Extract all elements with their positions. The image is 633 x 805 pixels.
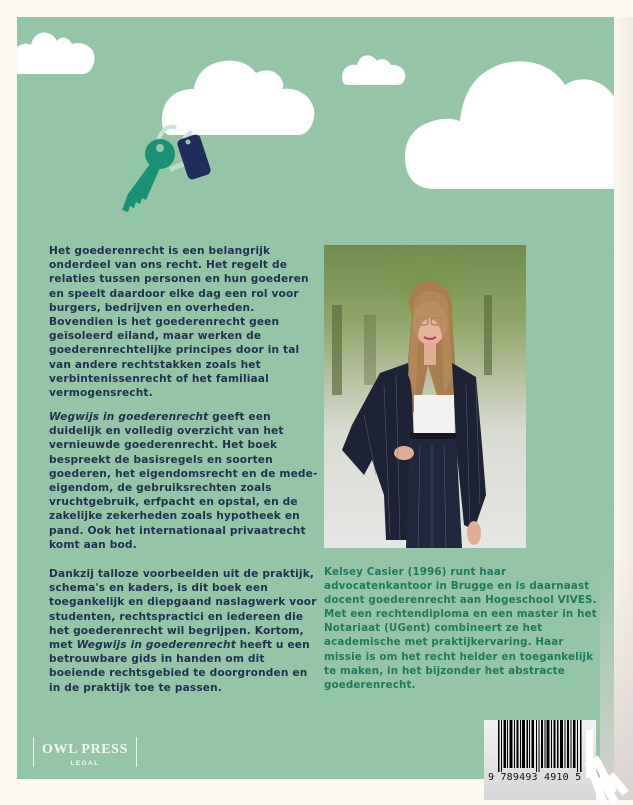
publisher-logo [33, 737, 137, 767]
blurb-paragraph-2 [49, 410, 319, 552]
author-photo [324, 245, 526, 548]
publisher-name: OWL PRESS [42, 742, 128, 757]
publisher-imprint: LEGAL [70, 760, 100, 767]
cloud-small-left-icon [17, 29, 95, 74]
author-bio: Kelsey Casier (1996) runt haar advocatenkantoor in Brugge en is daarnaast docent goederenrecht aan Hogeschool VIVES. Met een rechtendiploma en een master in het Notariaat (UGent) combineert ze het academische met praktijkervaring. Haar missie is om het recht helder en toegankelijk te maken, in het bijzonder het abstracte goederenrecht. [324, 566, 597, 691]
key-tag-icon [176, 133, 212, 180]
author-figure [324, 245, 526, 548]
blurb-paragraph-3 [49, 567, 319, 695]
book-title: Wegwijs in goederenrecht [49, 411, 209, 423]
blurb-paragraph-3-end: heeft u een betrouwbare gids in handen om dit boeiende rechtsgebied te doorgronden en in de praktijk toe te passen. [49, 639, 310, 694]
cloud-small-right-icon [341, 52, 407, 85]
page-corner-shadow [600, 560, 633, 800]
blurb-paragraph-1-text: Het goederenrecht is een belangrijk onderdeel van ons recht. Het regelt de relaties tussen personen en hun goederen en speelt daardoor elke dag een rol voor burgers, bedrijven en overheden. Bovendien is het goederenrecht geen geïsoleerd eiland, maar werken de goederenrechtelijke principes door in tal van andere rechtstakken zoals het verbintenissenrecht of het familiaal vermogensrecht. [49, 245, 309, 400]
barcode-bars-icon [498, 720, 582, 772]
blurb-paragraph-3-start: Dankzij talloze voorbeelden uit de praktijk, schema's en kaders, is dit boek een toegankelijk en diepgaand naslagwerk voor studenten, rechtspractici en iedereen die het goederenrecht wil begrijpen. Kortom, met [49, 568, 317, 652]
blurb-paragraph-2-text: geeft een duidelijk en volledig overzicht van het vernieuwde goederenrecht. Het boek bespreekt de basisregels en soorten goederen, het eigendomsrecht en de mede-eigendom, de gebruiksrechten zoals vruchtgebruik, erfpacht en opstal, en de zakelijke zekerheden zoals hypotheek en pand. Ook het internationaal privaatrecht komt aan bod. [49, 411, 318, 551]
key-icon [122, 139, 175, 212]
blurb-paragraph-1 [49, 244, 319, 400]
cloud-large-right-icon [405, 57, 614, 189]
book-title: Wegwijs in goederenrecht [76, 639, 236, 652]
isbn-number: 9 789493 4910 5 [488, 772, 582, 783]
isbn-barcode [484, 720, 596, 800]
keys-illustration [120, 120, 230, 220]
